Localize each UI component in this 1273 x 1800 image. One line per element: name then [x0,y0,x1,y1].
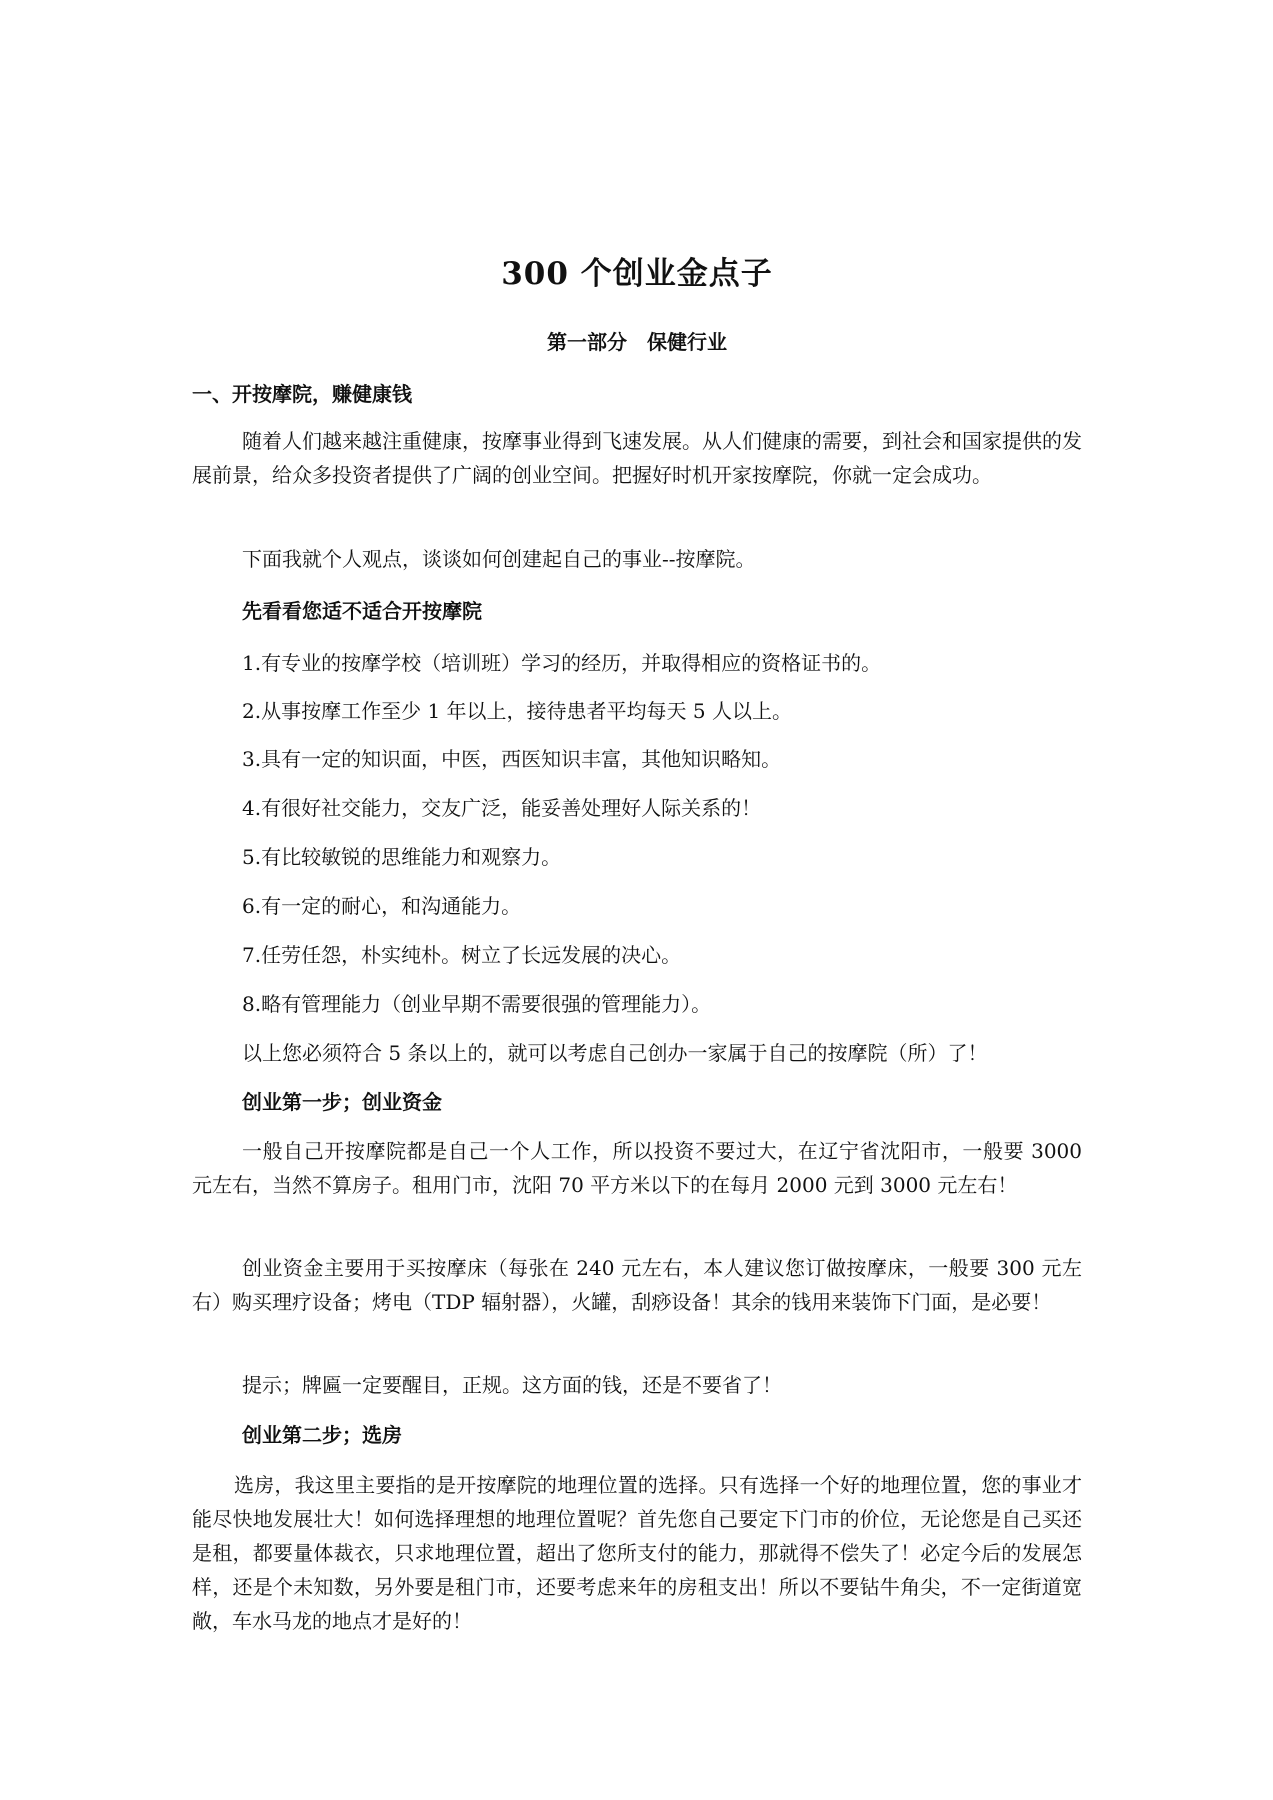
list-item: 5.有比较敏锐的思维能力和观察力。 [242,845,562,869]
step1-paragraph: 创业资金主要用于买按摩床（每张在 240 元左右，本人建议您订做按摩床，一般要 300 元左右）购买理疗设备；烤电（TDP 辐射器），火罐，刮痧设备！其余的钱用来装饰下门面，是必要！ [192,1256,1082,1314]
list-item-block [192,889,1082,923]
step1-heading-block [192,1085,1082,1119]
document-title: 300 个创业金点子 [501,256,773,292]
step2-heading: 创业第二步；选房 [242,1423,402,1447]
step1-paragraph: 一般自己开按摩院都是自己一个人工作，所以投资不要过大，在辽宁省沈阳市，一般要 3000 元左右，当然不算房子。租用门市，沈阳 70 平方米以下的在每月 2000 元到 3000 元左右！ [192,1139,1082,1197]
list-item: 1.有专业的按摩学校（培训班）学习的经历，并取得相应的资格证书的。 [242,651,882,675]
intro-block [192,424,1082,492]
intro-paragraph: 随着人们越来越注重健康，按摩事业得到飞速发展。从人们健康的需要，到社会和国家提供的发展前景，给众多投资者提供了广阔的创业空间。把握好时机开家按摩院，你就一定会成功。 [192,429,1082,487]
list-item-block [192,742,1082,776]
list-item-block [192,791,1082,825]
list-item: 4.有很好社交能力，交友广泛，能妥善处理好人际关系的！ [242,796,762,820]
step1-heading: 创业第一步；创业资金 [242,1090,442,1114]
step2-heading-block [192,1418,1082,1452]
intro-block-2 [192,542,1082,576]
suitability-heading: 先看看您适不适合开按摩院 [242,599,482,623]
suitability-heading-block [192,594,1082,628]
list-item: 6.有一定的耐心，和沟通能力。 [242,894,522,918]
step2-paragraph: 选房，我这里主要指的是开按摩院的地理位置的选择。只有选择一个好的地理位置，您的事业才能尽快地发展壮大！如何选择理想的地理位置呢？首先您自己要定下门市的价位，无论您是自己买还是租，都要量体裁衣，只求地理位置，超出了您所支付的能力，那就得不偿失了！必定今后的发展怎样，还是个未知数，另外要是租门市，还要考虑来年的房租支出！所以不要钻牛角尖，不一定街道宽敞，车水马龙的地点才是好的！ [192,1473,1082,1633]
section-heading: 一、开按摩院，赚健康钱 [192,382,412,406]
step1-paragraph-block [192,1134,1082,1202]
list-item: 2.从事按摩工作至少 1 年以上，接待患者平均每天 5 人以上。 [242,699,792,723]
step1-paragraph-block [192,1368,1082,1402]
list-item-block [192,840,1082,874]
list-item-block [192,694,1082,728]
step1-tip: 提示；牌匾一定要醒目，正规。这方面的钱，还是不要省了！ [242,1373,782,1397]
conclusion-block [192,1036,1082,1070]
part-title: 第一部分 保健行业 [547,330,727,354]
list-item: 7.任劳任怨，朴实纯朴。树立了长远发展的决心。 [242,943,682,967]
list-item-block [192,987,1082,1021]
list-item-block [192,938,1082,972]
list-item: 8.略有管理能力（创业早期不需要很强的管理能力）。 [242,992,712,1016]
list-item: 3.具有一定的知识面，中医，西医知识丰富，其他知识略知。 [242,747,782,771]
step1-paragraph-block [192,1251,1082,1319]
list-item-block [192,646,1082,680]
step2-paragraph-block [192,1468,1082,1638]
suitability-conclusion: 以上您必须符合 5 条以上的，就可以考虑自己创办一家属于自己的按摩院（所）了！ [242,1041,988,1065]
intro-paragraph: 下面我就个人观点，谈谈如何创建起自己的事业--按摩院。 [242,547,756,571]
